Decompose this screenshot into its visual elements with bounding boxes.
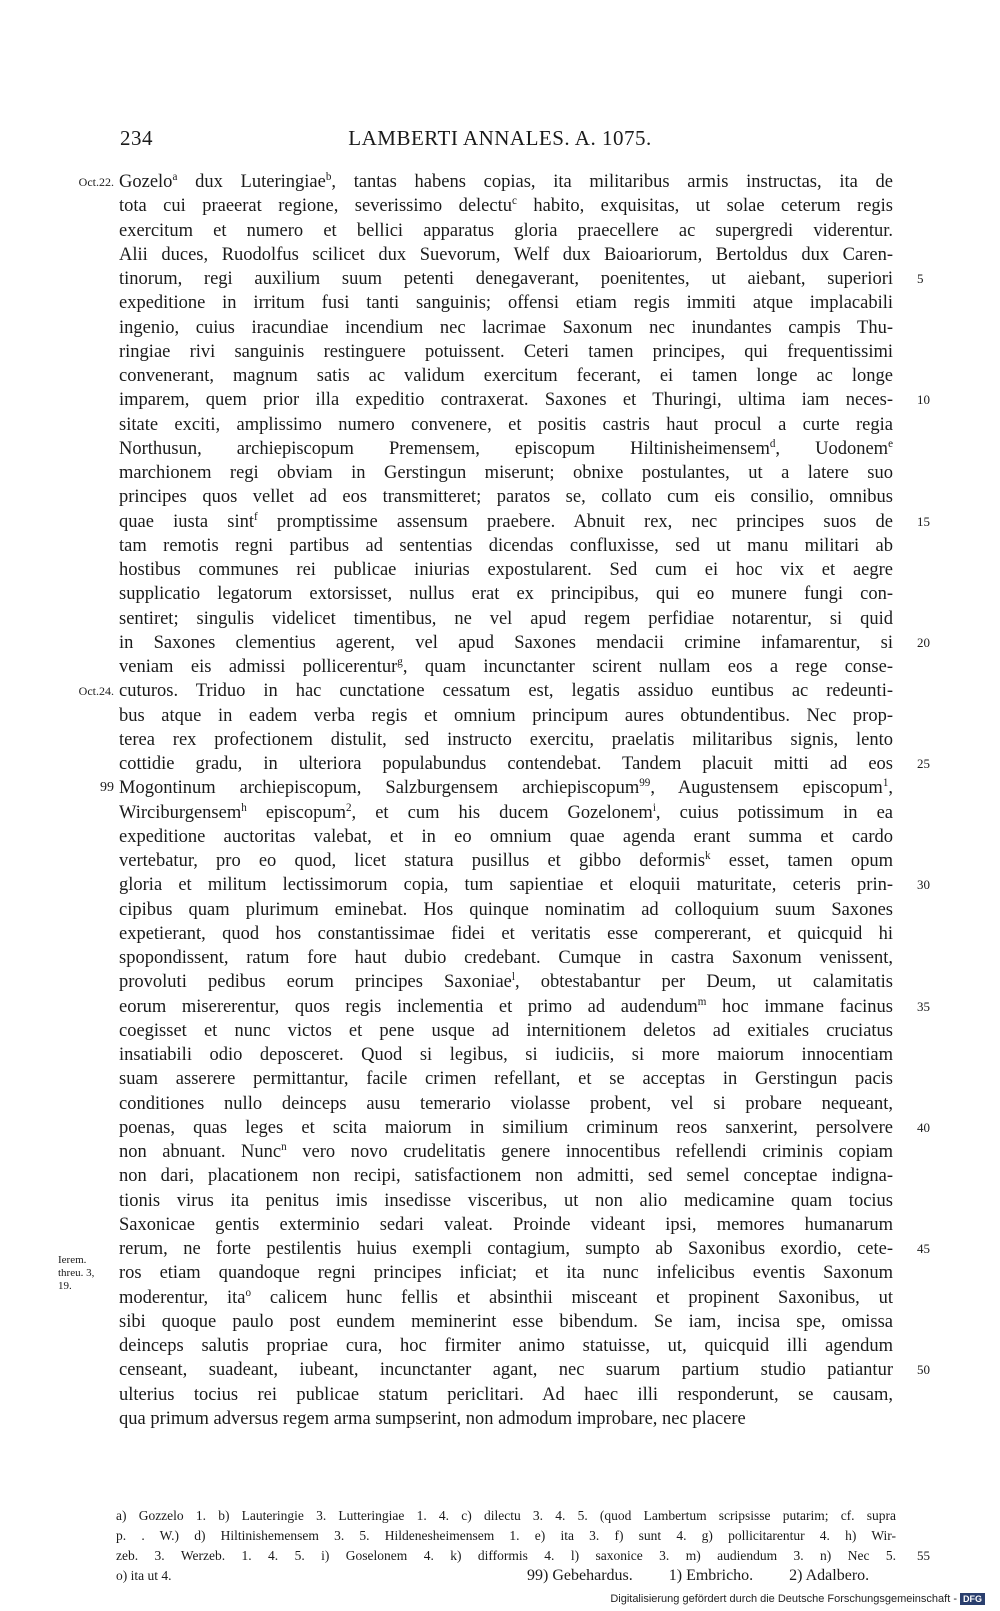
text-line (0, 873, 1000, 897)
line-number: 55 (917, 1548, 930, 1563)
line-text: Gozelo$^a$ dux Luteringiae$^b$, tantas habens copias, ita militaribus armis instructas, ita de (119, 170, 893, 192)
line-text: vertebatur, pro eo quod, licet statura pusillus et gibbo deformis$^k$ esset, tamen opum (119, 849, 894, 871)
line-text: insatiabili odio deposceret. Quod si legibus, si iudiciis, si more maiorum innocentiam (119, 1045, 893, 1065)
identification-note: 99) Gebehardus. (527, 1567, 633, 1584)
margin-reference: Ierem. threu. 3, 19. (58, 1254, 95, 1292)
identification-notes (527, 1566, 905, 1586)
line-text: marchionem regi obviam in Gerstingun miserunt; obnixe postulantes, ut a latere suo (119, 463, 893, 483)
text-line (0, 388, 1000, 412)
digitization-text: Digitalisierung gefördert durch die Deutsche Forschungsgemeinschaft - (610, 1593, 957, 1605)
text-line (0, 776, 1000, 800)
line-number: 25 (917, 756, 930, 771)
line-text: supplicatio legatorum extorsisset, nullus erat ex principibus, qui eo munere fungi con- (119, 584, 893, 605)
text-line (0, 1286, 1000, 1310)
line-number: 45 (917, 1241, 930, 1256)
line-text: Wirciburgensem$^h$ episcopum$^2$, et cum his ducem Gozelonem$^i$, cuius potissimum in ea (119, 801, 893, 823)
line-text: tinorum, regi auxilium suum petenti denegaverant, poenitentes, ut aiebant, superiori (119, 269, 893, 289)
text-line (0, 582, 1000, 606)
text-line (0, 267, 1000, 291)
text-line (0, 194, 1000, 218)
line-number: 15 (917, 513, 930, 529)
text-line (0, 607, 1000, 631)
main-text (0, 170, 1000, 1431)
text-line (0, 291, 1000, 315)
text-line (0, 364, 1000, 388)
text-line (0, 655, 1000, 679)
text-line (0, 1164, 1000, 1188)
text-line (0, 558, 1000, 582)
footnotes (0, 1506, 1000, 1586)
line-text: non abnuant. Nunc$^n$ vero novo crudelitatis genere innocentibus refellendi criminis copiam (119, 1140, 893, 1162)
text-line (0, 1261, 1000, 1285)
line-text: ros etiam quandoque regni principes inficiat; et ita nunc infelicibus eventis Saxonum (119, 1263, 893, 1284)
text-line (0, 413, 1000, 437)
text-line (0, 534, 1000, 558)
footnote-line (0, 1546, 1000, 1566)
line-text: deinceps salutis propriae cura, hoc firmiter animo statuisse, ut, quicquid illi agendum (119, 1336, 893, 1356)
line-text: rerum, ne forte pestilentis huius exempli contagium, sumpto ab Saxonibus exordio, cete- (119, 1239, 893, 1259)
line-text: tam remotis regni partibus ad sententias dicendas confluxisse, sed ut manu militari ab (119, 535, 893, 556)
text-line (0, 922, 1000, 946)
line-number: 5 (917, 271, 924, 286)
line-text: conditiones nullo deinceps ausu temerario violasse probent, vel si probare nequeant, (119, 1093, 893, 1114)
text-line (0, 1019, 1000, 1043)
text-line (0, 728, 1000, 752)
text-line (0, 510, 1000, 534)
line-text: cipibus quam plurimum eminebat. Hos quinque nominatim ad colloquium suum Saxones (119, 899, 893, 920)
page-header (0, 126, 1000, 158)
footnote-line (0, 1526, 1000, 1546)
text-line (0, 1358, 1000, 1382)
line-text: provoluti pedibus eorum principes Saxoniae$^l$, obtestabantur per Deum, ut calamitatis (119, 971, 893, 993)
footnote-text: p. . W.) d) Hiltinishemensem 3. 5. Hildenesheimensem 1. e) ita 3. f) sunt 4. g) pollicitarentur 4. h) Wir- (116, 1528, 896, 1543)
text-line (0, 946, 1000, 970)
line-text: ringiae rivi sanguinis restinguere potuissent. Ceteri tamen principes, qui frequentissimi (119, 341, 893, 362)
line-number: 50 (917, 1362, 930, 1378)
text-line (0, 1116, 1000, 1140)
line-text: sibi quoque paulo post eundem meminerint esse bibendum. Se iam, incisa spe, omissa (119, 1311, 893, 1332)
line-text: expeditione auctoritas valebat, et in eo omnium quae agenda erant summa et cardo (119, 826, 893, 847)
line-text: Alii duces, Ruodolfus scilicet dux Suevorum, Welf dux Baioariorum, Bertoldus dux Caren- (119, 244, 893, 265)
running-title: LAMBERTI ANNALES. A. 1075. (348, 126, 652, 150)
text-line (0, 849, 1000, 873)
line-text: exercitum et numero et bellici apparatus gloria praecellere ac supergredi viderentur. (119, 220, 893, 241)
text-line (0, 437, 1000, 461)
line-text: tota cui praeerat regione, severissimo delectu$^c$ habito, exquisitas, ut solae ceterum regis (119, 195, 893, 217)
line-text: quae iusta sint$^f$ promptissime assensum praebere. Abnuit rex, nec principes suos de (119, 510, 893, 532)
footnote-line (0, 1566, 1000, 1586)
dfg-logo: DFG (960, 1593, 985, 1605)
line-number: 35 (917, 998, 930, 1014)
line-text: expetierant, quod hos constantissimae fidei et veritatis esse compererant, et quicquid hi (119, 923, 893, 944)
line-text: censeant, suadeant, iubeant, incunctanter agant, nec suarum partium studio patiantur (119, 1360, 893, 1381)
line-text: bus atque in eadem verba regis et omnium principum aures obtundentibus. Nec prop- (119, 705, 893, 726)
text-line (0, 1092, 1000, 1116)
line-text: Northusun, archiepiscopum Premensem, episcopum Hiltinisheimensem$^d$, Uodonem$^e$ (119, 437, 893, 459)
text-line (0, 1043, 1000, 1067)
text-line (0, 1213, 1000, 1237)
text-line (0, 1067, 1000, 1091)
line-text: non dari, placationem non recipi, satisfactionem non admitti, sed semel conceptae indigna- (119, 1166, 893, 1187)
text-line (0, 825, 1000, 849)
line-text: principes quos vellet ad eos transmitteret; paratos se, collato cum eis consilio, omnibus (119, 487, 893, 508)
footnote-text: a) Gozzelo 1. b) Lauteringie 3. Lutteringiae 1. 4. c) dilectu 3. 4. 5. (quod Lambertum scripsisse putarim; cf. supra (116, 1508, 896, 1523)
margin-date: Oct.22. (78, 175, 114, 189)
text-line (0, 1383, 1000, 1407)
line-text: ingenio, cuius iracundiae incendium nec lacrimae Saxonum nec inundantes campis Thu- (119, 317, 893, 338)
page-number: 234 (120, 126, 153, 150)
line-text: moderentur, ita$^o$ calicem hunc fellis et absinthii misceant et propinent Saxonibus, ut (119, 1286, 893, 1308)
text-line (0, 801, 1000, 825)
line-text: gloria et militum lectissimorum copia, tum sapientiae et eloquii maturitate, ceteris prin- (119, 875, 893, 896)
line-text: cuturos. Triduo in hac cunctatione cessatum est, legatis assiduo euntibus ac redeunti- (119, 681, 893, 702)
text-line (0, 1189, 1000, 1213)
line-text: in Saxones clementius agerent, vel apud Saxones mendacii crimine infamarentur, si (119, 632, 893, 653)
digitization-notice (0, 1593, 985, 1605)
line-text: spopondissent, ratum fore haut dubio credebant. Cumque in castra Saxonum venissent, (119, 948, 893, 968)
line-text: convenerant, magnum satis ac validum exercitum fecerant, ei tamen longe ac longe (119, 366, 893, 386)
margin-date: 99 (100, 780, 114, 796)
line-text: coegisset et nunc victos et pene usque ad internitionem deletos ad exitiales cruciatus (119, 1020, 893, 1041)
text-line (0, 970, 1000, 994)
text-line (0, 679, 1000, 703)
line-text: poenas, quas leges et scita maiorum in similium criminum reos sanxerint, persolvere (119, 1117, 893, 1138)
line-text: ulterius tocius rei publicae statum periclitari. Ad haec illi responderunt, se causam, (119, 1384, 893, 1405)
line-number: 20 (917, 634, 930, 650)
text-line (0, 995, 1000, 1019)
line-text: expeditione in irritum fusi tanti sanguinis; offensi etiam regis immiti atque implacabili (119, 293, 893, 314)
line-text: Saxonicae gentis exterminio sedari valeat. Proinde videant ipsi, memores humanarum (119, 1214, 893, 1235)
text-line (0, 316, 1000, 340)
text-line (0, 340, 1000, 364)
identification-note: 1) Embricho. (668, 1567, 754, 1584)
line-text: sitate exciti, amplissimo numero convenere, et positis castris haut procul a curte regia (119, 414, 893, 435)
line-text: hostibus communes rei publicae iniurias expostularent. Sed cum ei hoc vix et aegre (119, 560, 893, 580)
text-line (0, 1310, 1000, 1334)
text-line (0, 1237, 1000, 1261)
line-text: terea rex profectionem distulit, sed instructo exercitu, praelatis militaribus signis, lento (119, 729, 893, 750)
identification-note: 2) Adalbero. (789, 1567, 870, 1584)
line-text: suam asserere permittantur, facile crimen refellant, et se acceptas in Gerstingun pacis (119, 1069, 893, 1090)
line-number: 30 (917, 877, 930, 893)
line-text: sentiret; singulis videlicet timentibus, ne vel apud regem perfidiae notarentur, si quid (119, 608, 893, 629)
footnote-text: o) ita ut 4. (116, 1568, 172, 1583)
line-text: qua primum adversus regem arma sumpserint, non admodum improbare, nec placere (119, 1408, 746, 1429)
line-text: veniam eis admissi pollicerentur$^g$, quam incunctanter scirent nullam eos a rege conse- (119, 655, 893, 677)
margin-date: Oct.24. (78, 684, 114, 699)
text-line (0, 170, 1000, 194)
text-line (0, 485, 1000, 509)
line-number: 40 (917, 1119, 930, 1135)
line-text: Mogontinum archiepiscopum, Salzburgensem archiepiscopum$^{99}$, Augustensem episcopum$^1$, (119, 777, 893, 799)
text-line (0, 1140, 1000, 1164)
text-line (0, 631, 1000, 655)
text-line (0, 219, 1000, 243)
text-line (0, 243, 1000, 267)
footnote-text: zeb. 3. Werzeb. 1. 4. 5. i) Goselonem 4. k) difformis 4. l) saxonice 3. m) audiendum 3. n) Nec 5. (116, 1548, 896, 1563)
text-line (0, 1334, 1000, 1358)
line-text: eorum misererentur, quos regis inclementia et primo ad audendum$^m$ hoc immane facinus (119, 995, 893, 1017)
text-line (0, 704, 1000, 728)
text-line (0, 461, 1000, 485)
text-line (0, 898, 1000, 922)
line-number: 10 (917, 392, 930, 408)
text-line (0, 1407, 1000, 1431)
footnote-line (0, 1506, 1000, 1526)
line-text: cottidie gradu, in ulteriora populabundus contendebat. Tandem placuit mitti ad eos (119, 754, 893, 774)
line-text: tionis virus ita penitus imis insedisse visceribus, ut non alio medicamine quam tocius (119, 1190, 893, 1211)
line-text: imparem, quem prior illa expeditio contraxerat. Saxones et Thuringi, ultima iam neces- (119, 390, 893, 411)
text-line (0, 752, 1000, 776)
